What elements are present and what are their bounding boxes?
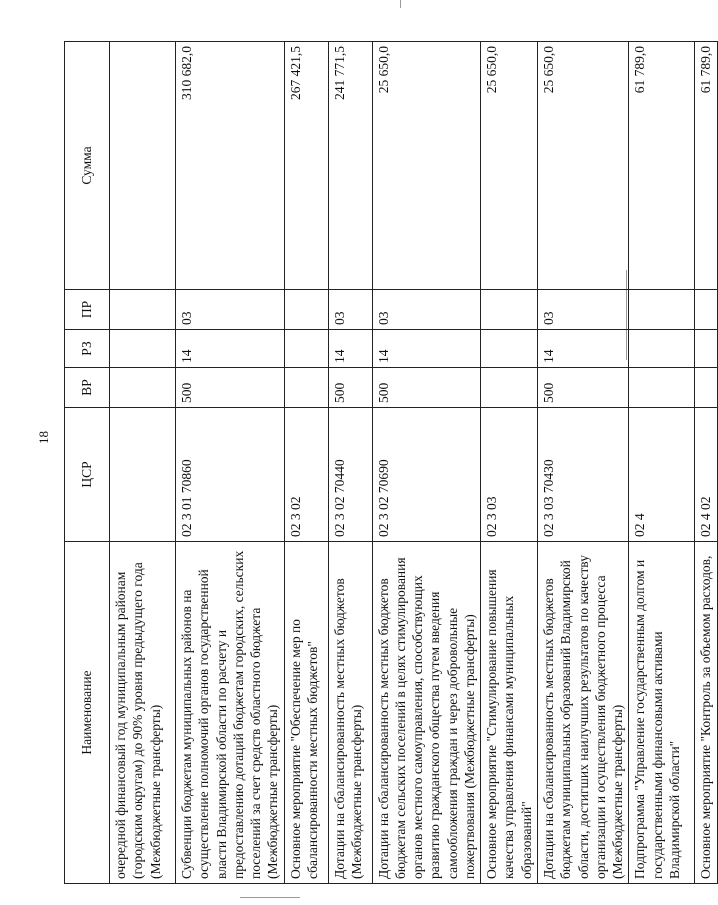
- cell-pr: [695, 290, 717, 330]
- table-row: [695, 42, 717, 884]
- cell-sum: [110, 42, 176, 290]
- table-row: [629, 42, 695, 884]
- cell-sum: 61 789,0: [629, 42, 695, 290]
- cell-sum: 61 789,0: [695, 42, 717, 290]
- cell-csr: 02 3 02 70690: [372, 408, 481, 542]
- cell-sum: 25 650,0: [481, 42, 538, 290]
- cell-vr: 500: [176, 368, 285, 408]
- cell-vr: [629, 368, 695, 408]
- cell-sum: 310 682,0: [176, 42, 285, 290]
- cell-pr: 03: [372, 290, 481, 330]
- cell-rz: [284, 330, 328, 368]
- scan-artifact-bottom: [240, 897, 300, 898]
- header-csr: ЦСР: [65, 408, 110, 542]
- cell-name: очередной финансовый год муниципальным районам (городским округам) до 90% уровня предыдущего года (Межбюджетные трансферты): [110, 542, 176, 884]
- cell-csr: 02 3 03: [481, 408, 538, 542]
- cell-rz: 14: [328, 330, 372, 368]
- cell-csr: 02 3 03 70430: [537, 408, 628, 542]
- cell-rz: 14: [537, 330, 628, 368]
- cell-vr: 500: [372, 368, 481, 408]
- cell-pr: 03: [176, 290, 285, 330]
- page-number: 18: [36, 431, 51, 444]
- cell-csr: [110, 408, 176, 542]
- cell-sum: 267 421,5: [284, 42, 328, 290]
- cell-name: Основное мероприятие "Стимулирование повышения качества управления финансами муниципальных образований": [481, 542, 538, 884]
- cell-rz: [695, 330, 717, 368]
- table-header-row: [65, 42, 110, 884]
- cell-rz: [629, 330, 695, 368]
- cell-rz: 14: [372, 330, 481, 368]
- cell-csr: 02 4: [629, 408, 695, 542]
- cell-name: Дотации на сбалансированность местных бюджетов бюджетам муниципальных образований Владимирской области, достигших наилучших результатов по качеству организации и осуществления бюджетного процесса (Межбюджетные трансферты): [537, 542, 628, 884]
- header-sum: Сумма: [65, 42, 110, 290]
- cell-vr: [284, 368, 328, 408]
- cell-vr: [110, 368, 176, 408]
- cell-name: Основное мероприятие "Контроль за объемом расходов,: [695, 542, 717, 884]
- table-row: [110, 42, 176, 884]
- cell-csr: 02 3 01 70860: [176, 408, 285, 542]
- cell-pr: [284, 290, 328, 330]
- scan-artifact-top: [400, 0, 401, 8]
- header-name: Наименование: [65, 542, 110, 884]
- cell-csr: 02 3 02: [284, 408, 328, 542]
- cell-sum: 241 771,5: [328, 42, 372, 290]
- table-row: [537, 42, 628, 884]
- table-row: [176, 42, 285, 884]
- cell-rz: [110, 330, 176, 368]
- cell-pr: 03: [537, 290, 628, 330]
- table-row: [372, 42, 481, 884]
- cell-csr: 02 3 02 70440: [328, 408, 372, 542]
- table-row: [284, 42, 328, 884]
- table-row: [328, 42, 372, 884]
- cell-name: Субвенции бюджетам муниципальных районов на осуществление полномочий органов государственной власти Владимирской области по расчету и предоставлению дотаций бюджетам городских, сельских поселений за счет средств областного бюджета (Межбюджетные трансферты): [176, 542, 285, 884]
- header-pr: ПР: [65, 290, 110, 330]
- cell-csr: 02 4 02: [695, 408, 717, 542]
- header-rz: РЗ: [65, 330, 110, 368]
- cell-vr: 500: [537, 368, 628, 408]
- cell-pr: [629, 290, 695, 330]
- cell-pr: 03: [328, 290, 372, 330]
- budget-table-rotated: [64, 42, 714, 884]
- table-row: [481, 42, 538, 884]
- budget-table: [64, 41, 718, 884]
- cell-name: Дотации на сбалансированность местных бюджетов (Межбюджетные трансферты): [328, 542, 372, 884]
- cell-sum: 25 650,0: [372, 42, 481, 290]
- cell-rz: 14: [176, 330, 285, 368]
- cell-name: Дотации на сбалансированность местных бюджетов бюджетам сельских поселений в целях стимулирования органов местного самоуправления, способствующих развитию гражданского общества путем введения самообложения граждан и через добровольные пожертвования (Межбюджетные трансферты): [372, 542, 481, 884]
- cell-name: Основное мероприятие "Обеспечение мер по сбалансированности местных бюджетов": [284, 542, 328, 884]
- cell-sum: 25 650,0: [537, 42, 628, 290]
- cell-vr: [695, 368, 717, 408]
- cell-vr: [481, 368, 538, 408]
- cell-rz: [481, 330, 538, 368]
- cell-pr: [481, 290, 538, 330]
- cell-pr: [110, 290, 176, 330]
- header-vr: ВР: [65, 368, 110, 408]
- cell-vr: 500: [328, 368, 372, 408]
- cell-name: Подпрограмма "Управление государственным долгом и государственными финансовыми активами Владимирской области": [629, 542, 695, 884]
